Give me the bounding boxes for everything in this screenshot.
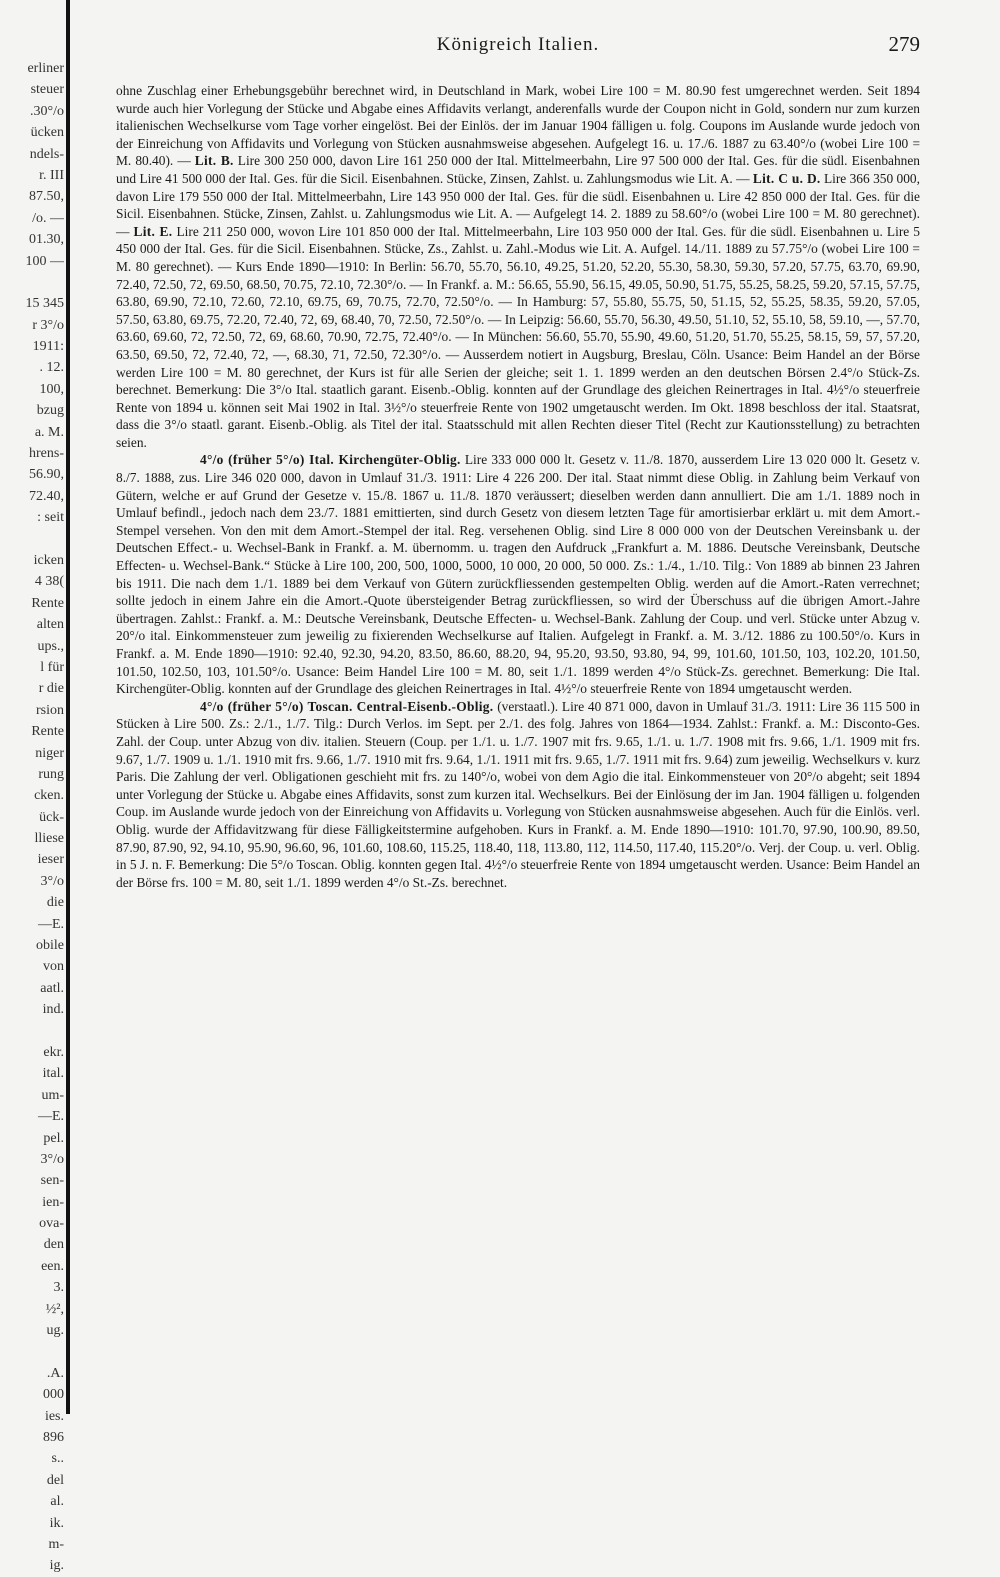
margin-fragment: um- (41, 1087, 64, 1103)
margin-fragment: een. (41, 1258, 64, 1274)
lit-cd-label: Lit. C u. D. (752, 170, 821, 186)
page-title: Königreich Italien. (436, 34, 600, 55)
margin-fragment: rung (38, 766, 64, 782)
margin-fragment: 000 (43, 1387, 64, 1403)
margin-fragment: 1911: (32, 339, 64, 355)
margin-fragment: rsion (36, 702, 64, 718)
margin-fragment (0, 1341, 64, 1362)
margin-fragment: s.. (51, 1451, 64, 1467)
margin-fragment: 3°/o (40, 873, 64, 889)
margin-fragment: ieser (37, 852, 64, 868)
margin-fragment: .A. (46, 1365, 64, 1381)
margin-fragment: ik. (49, 1515, 64, 1531)
margin-fragment: r 3°/o (32, 317, 64, 333)
margin-fragment (0, 529, 64, 550)
margin-fragment: 896 (43, 1430, 64, 1445)
margin-fragment: von (43, 959, 64, 975)
margin-fragment: ücken (30, 125, 64, 141)
margin-fragment: —E. (37, 1109, 64, 1125)
margin-fragment: 3. (53, 1280, 64, 1296)
binding-gutter-line (66, 0, 70, 1414)
lit-e-label: Lit. E. (133, 223, 173, 239)
margin-fragment: sen- (40, 1173, 64, 1189)
margin-fragment: del (46, 1472, 64, 1488)
margin-fragment: ien- (42, 1194, 64, 1210)
margin-fragment: ies. (44, 1408, 64, 1424)
margin-fragment: ½², (45, 1301, 64, 1317)
margin-fragment: die (46, 895, 64, 911)
margin-fragment: alten (36, 617, 64, 633)
margin-fragment: a. M. (34, 424, 64, 440)
text-part-d: Lire 211 250 000, wovon Lire 101 850 000 der Ital. Mittelmeerbahn, Lire 103 950 000 der Ital. Ges. für die südl. Eisenbahnen u. Lire 5 450 000 der Ital. Ges. für die Sicil. Eisenbahnen. Stücke, Zs., Zahlst. u. Zahl.-Modus wie Lit. A. Aufgel. 14./11. 1889 zu 57.75°/o (wobei Lire 100 = M. 80 gerechnet). — Kurs Ende 1890—1910: In Berlin: 56.70, 55.70, 56.10, 49.25, 51.20, 52.20, 55.30, 58.30, 59.30, 57.20, 57.75, 63.70, 69.90, 72.40, 72.50, 72, 69.50, 68.50, 70.75, 72.10, 72.30°/o. — In Frankf. a. M.: 56.65, 55.90, 56.15, 49.05, 50.90, 51.75, 55.25, 58.25, 59.20, 57.15, 57.75, 63.80, 69.90, 72.10, 72.60, 72.10, 69.75, 69, 70.75, 72.70, 72.50°/o. — In Hamburg: 57, 55.80, 55.75, 50, 51.15, 52, 55.25, 58.35, 59.20, 57.05, 57.50, 63.80, 69.75, 72.20, 72.40, 72, 69, 68.40, 70, 72.50, 72.50°/o. — In Leipzig: 56.60, 55.70, 56.30, 49.50, 51.10, 52, 55.10, 58, 59.10, —, 57.70, 63.60, 69.60, 72, 72.50, 72, 69, 68.60, 70.90, 72.75, 72.40°/o. — In München: 56.60, 55.70, 55.90, 49.60, 51.20, 51.70, 55.25, 58.15, 59, 57, 57.20, 63.50, 69.50, 72, 72.40, 72, —, 68.30, 71, 72.50, 72.30°/o. — Ausserdem notiert in Augsburg, Breslau, Cöln. Usance: Beim Handel an der Börse werden Lire 100 = M. 80 gerechnet, der Kurs ist für alle Serien der gleiche; seit 1. 1. 1899 werden an den deutschen Börsen 2.4°/o Stück-Zs. berechnet. Bemerkung: Die 3°/o Ital. staatlich garant. Eisenb.-Oblig. konnten auf der Grundlage des gleichen Reinertrages in Ital. 4½°/o steuerfreie Rente von 1894 u. können seit Mai 1902 in Ital. 3½°/o steuerfreie Rente von 1902 umgetauscht werden. Im Okt. 1898 beschloss der ital. Staatsrat, dass die 3°/o staatl. garant. Eisenb.-Oblig. als Titel der ital. Staatsschuld mit allen Rechten dieser Titel (Recht zur Kautionsstellung) zu betrachten seien. (116, 223, 920, 450)
lit-b-label: Lit. B. (194, 153, 234, 169)
margin-fragment: 4 38( (34, 574, 64, 590)
margin-fragment: 87.50, (29, 189, 64, 205)
margin-fragment: r. III (39, 167, 64, 183)
margin-fragment: ind. (42, 1002, 64, 1018)
entry-toscan (116, 698, 920, 892)
margin-fragment: : seit (37, 510, 64, 526)
margin-fragment: ups., (37, 638, 64, 654)
margin-fragment: ekr. (43, 1044, 64, 1060)
margin-fragment: 15 345 (25, 296, 64, 312)
margin-fragment: 100, (39, 381, 64, 397)
margin-fragment: 56.90, (29, 467, 64, 483)
margin-fragment: r die (38, 681, 64, 697)
text-part-a: ohne Zuschlag einer Erhebungsgebühr berechnet wird, in Deutschland in Mark, wobei Lire 100 = M. 80.90 fest umgerechnet werden. Seit 1894 wurde auch hier Vorlegung der Stücke und Abgabe eines Affidavits verlangt, anderenfalls wurde der Coupon nicht in Gold, sondern nur zum kurzen italienischen Wechselkurse vom Tage vorher eingelöst. Bei der Einlös. der im Januar 1904 fälligen u. folg. Coupons im Auslande wurde jedoch von der Einreichung von Affidavits und Vorlegung von Stücken ausnahmsweise abgesehen. Aufgelegt 16. u. 17./6. 1887 zu 63.40°/o (wobei Lire 100 = M. 80.40). — (116, 83, 920, 169)
text-part-c: Lire 366 350 000, davon Lire 179 550 000 der Ital. Mittelmeerbahn, Lire 143 950 000 der Ital. Ges. für die südl. Eisenbahnen u. Lire 42 850 000 der Ital. Ges. für die Sicil. Eisenbahnen. Stücke, Zinsen, Zahlst. u. Zahlungsmodus wie Lit. A. — Aufgelegt 14. 2. 1889 zu 58.60°/o (wobei Lire 100 = M. 80 gerechnet). — (116, 170, 920, 239)
margin-fragment: ital. (42, 1066, 64, 1082)
main-text-column (116, 82, 920, 891)
margin-fragment: hrens- (29, 446, 64, 462)
margin-fragment: Rente (31, 595, 64, 611)
entry-heading-toscan: 4°/o (früher 5°/o) Toscan. Central-Eisenb.-Oblig. (200, 698, 494, 714)
left-page-margin-fragments (0, 58, 64, 1577)
entry-heading-kirchengueter: 4°/o (früher 5°/o) Ital. Kirchengüter-Oblig. (200, 452, 461, 468)
margin-fragment: 01.30, (29, 232, 64, 248)
margin-fragment: 100 — (25, 253, 64, 269)
margin-fragment: bzug (36, 403, 64, 419)
margin-fragment: niger (35, 745, 64, 761)
margin-fragment: erliner (27, 61, 64, 76)
running-head (116, 34, 920, 60)
margin-fragment: . 12. (39, 360, 64, 376)
margin-fragment: .30°/o (30, 103, 64, 119)
margin-fragment: ova- (39, 1216, 64, 1232)
margin-fragment: den (43, 1237, 64, 1253)
margin-fragment: ig. (49, 1558, 64, 1574)
margin-fragment: l für (40, 659, 64, 675)
margin-fragment: ndels- (29, 146, 64, 162)
margin-fragment: Rente (31, 724, 64, 740)
margin-fragment: aatl. (40, 980, 64, 996)
margin-fragment: m- (48, 1536, 64, 1552)
entry-kirchengueter (116, 451, 920, 697)
margin-fragment: icken (33, 552, 64, 568)
margin-fragment: al. (50, 1494, 64, 1510)
margin-fragment: —E. (37, 916, 64, 932)
margin-fragment (0, 272, 64, 293)
margin-fragment: obile (36, 938, 64, 954)
page-number: 279 (888, 32, 920, 56)
margin-fragment: 3°/o (40, 1151, 64, 1167)
margin-fragment: ug. (46, 1323, 64, 1339)
margin-fragment: 72.40, (29, 488, 64, 504)
margin-fragment: cken. (34, 788, 64, 804)
margin-fragment: lliese (34, 831, 64, 847)
margin-fragment (0, 1021, 64, 1042)
entry-text-toscan: (verstaatl.). Lire 40 871 000, davon in Umlauf 31./3. 1911: Lire 36 115 500 in Stücken à Lire 500. Zs.: 2./1., 1./7. Tilg.: Durch Verlos. im Sept. per 2./1. des folg. Jahres von 1864—1934. Zahlst.: Frankf. a. M.: Disconto-Ges. Zahl. der Coup. unter Abzug von div. italien. Steuern (Coup. per 1./1. u. 1./7. 1907 mit frs. 9.65, 1./1. u. 1./7. 1908 mit frs. 9.66, 1./1. 1909 mit frs. 9.67, 1./7. 1909 u. 1./1. 1910 mit frs. 9.66, 1./7. 1910 mit frs. 9.64, 1./1. 1911 mit frs. 9.65, 1./7. 1911 mit frs. 9.64) zum jeweilig. Wechselkurs v. kurz Paris. Die Zahlung der verl. Obligationen geschieht mit frs. zu 140°/o, wobei von dem Agio die ital. Einkommensteuer von 20°/o abgeht; seit 1894 unter Vorlegung der Stücke u. Abgabe eines Affidavits, sonst zum kurzen ital. Wechselkurs. Bei der Einlösung der im Jan. 1904 fälligen u. folgenden Coup. im Auslande wurde jedoch von der Einreichung von Affidavits u. Vorlegung von Stücken ausnahmsweise abgesehen. Auch für die Einlös. verl. Oblig. wurde der Affidavitzwang für diese Fälligkeitstermine aufgehoben. Kurs in Frankf. a. M. Ende 1890—1910: 101.70, 97.90, 100.90, 89.50, 87.90, 87.90, 92, 94.10, 95.90, 96.60, 96, 101.60, 108.60, 115.25, 118.40, 118, 113.80, 112, 114.50, 117.40, 115.20°/o. Verj. der Coup. u. verl. Oblig. in 5 J. n. F. Bemerkung: Die 5°/o Toscan. Oblig. konnten gegen Ital. 4½°/o steuerfreie Rente von 1894 umgetauscht werden. Usance: Beim Handel an der Börse frs. 100 = M. 80, seit 1./1. 1899 werden 4°/o St.-Zs. berechnet. (116, 698, 921, 890)
margin-fragment: /o. — (32, 210, 64, 226)
text-part-b: Lire 300 250 000, davon Lire 161 250 000 der Ital. Mittelmeerbahn, Lire 97 500 000 der Ital. Ges. für die südl. Eisenbahnen und Lire 41 500 000 der Ital. Ges. für die Sicil. Eisenbahnen. Stücke, Zinsen, Zahlst. u. Zahlungsmodus wie Lit. A. — (116, 153, 920, 186)
margin-fragment: steuer (30, 82, 64, 98)
entry-text-kirchengueter: Lire 333 000 000 lt. Gesetz v. 11./8. 1870, ausserdem Lire 13 020 000 lt. Gesetz v. 8./7. 1888, zus. Lire 346 020 000, davon in Umlauf 31./3. 1911: Lire 4 226 200. Der ital. Staat nimmt diese Oblig. in Zahlung beim Verkauf von Gütern, welche er auf Grund der Gesetze v. 15./8. 1867 u. 11./8. 1870 veräussert; dieselben werden dann annulliert. Die am 1./1. 1889 noch in Umlauf befindl., jedoch nach dem 23./7. 1881 emittierten, sind durch Gesetz von diesem letzten Tage für amortisierbar erklärt u. mit dem Amort.-Stempel versehen. Von den mit dem Amort.-Stempel der ital. Reg. versehenen Oblig. sind Lire 8 000 000 von der Deutschen Vereinsbank u. der Deutschen Effect.- u. Wechsel-Bank in Frankf. a. M. übernomm. u. tragen den Aufdruck „Frankfurt a. M. 1886. Deutsche Vereinsbank, Deutsche Effecten- u. Wechsel-Bank.“ Stücke à Lire 100, 200, 500, 1000, 5000, 10 000, 20 000, 50 000. Zs.: 1./4., 1./10. Tilg.: Von 1889 ab binnen 23 Jahren bis 1911. Die nach dem 1./1. 1889 bei dem Verkauf von Gütern zurückfliessenden gestempelten Oblig. werden auf die Amort.-Raten verrechnet; sollte jedoch in einem Jahre ein die Amort.-Quote übersteigender Betrag zurückfliessen, so wird der Überschuss auf die übrigen Amort.-Jahre übertragen. Zahlst.: Frankf. a. M.: Deutsche Vereinsbank, Deutsche Effecten- u. Wechsel-Bank. Zahlung der Coup. und verl. Stücke unter Abzug v. 20°/o ital. Einkommensteuer zum jeweilig zu fixierenden Wechselkurse auf Italien. Aufgelegt in Frankf. a. M. 3./12. 1886 zu 100.50°/o. Kurs in Frankf. a. M. Ende 1890—1910: 92.40, 92.30, 94.20, 83.50, 86.60, 88.20, 94, 95.20, 93.50, 93.80, 94, 99, 101.60, 101.50, 103, 102.20, 101.50, 101.50, 102.50, 103, 101.50°/o. Usance: Beim Handel Lire 100 = M. 80, seit 1./1. 1899 werden 4°/o Stück-Zs. gerechnet. Bemerkung: Die Ital. Kirchengüter-Oblig. konnten auf der Grundlage des gleichen Reinertrages in Ital. 4½°/o steuerfreie Rente von 1894 umgetauscht werden. (116, 452, 920, 697)
margin-fragment: ück- (39, 809, 64, 825)
margin-fragment: pel. (43, 1130, 64, 1146)
paragraph-lit-continuation (116, 82, 920, 451)
